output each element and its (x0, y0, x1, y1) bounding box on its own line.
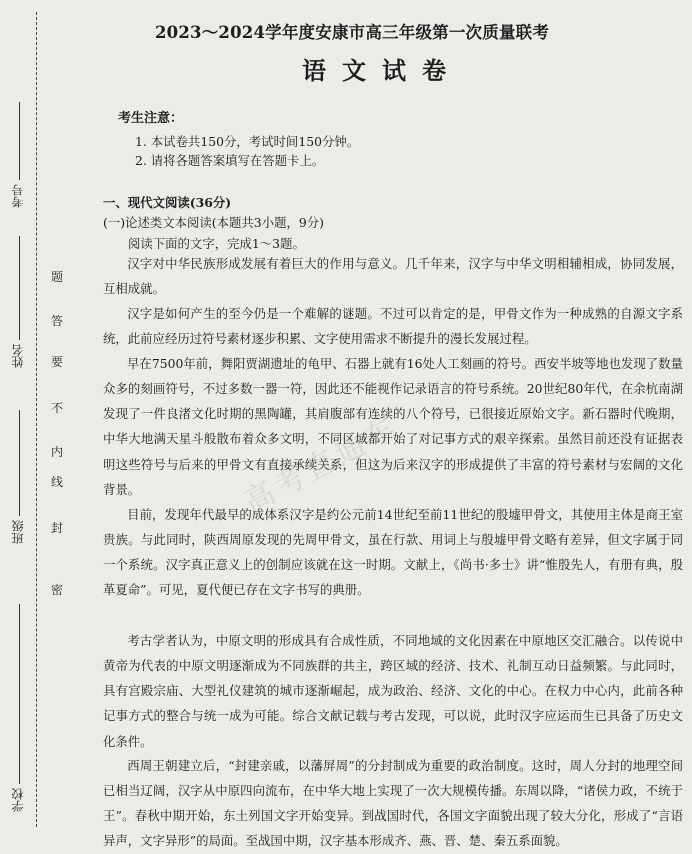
section-subheading: (一)论述类文本阅读(本题共3小题，9分) (103, 215, 324, 230)
section-instruction: 阅读下面的文字，完成1～3题。 (128, 236, 305, 251)
section-heading: 一、现代文阅读(36分) (103, 195, 232, 210)
notice-item: 2. 请将各题答案填写在答题卡上。 (135, 153, 325, 168)
passage-paragraph: 汉字是如何产生的至今仍是一个难解的谜题。不过可以肯定的是，甲骨文作为一种成熟的自源文字系统，此前应经历过符号素材逐步积累、文字使用需求不断提升的漫长发展过程。 (103, 306, 683, 347)
school-blank (19, 604, 20, 784)
notice-item: 1. 本试卷共150分，考试时间150分钟。 (135, 134, 360, 149)
seal-warning-char: 题 (51, 270, 64, 284)
watermark: 高考直通车 (238, 409, 405, 521)
seal-warning-char: 答 (51, 314, 64, 328)
school-label: 学校 (11, 788, 25, 812)
seal-warning-char: 封 (51, 521, 64, 535)
seal-warning-char: 内 (51, 445, 64, 459)
name-blank (19, 236, 20, 340)
passage-paragraph: 汉字对中华民族形成发展有着巨大的作用与意义。几千年来，汉字与中华文明相辅相成，协同发展，互相成就。 (103, 256, 683, 297)
exam-number-label: 考号 (11, 184, 25, 208)
class-label: 班级 (11, 520, 25, 544)
exam-number-blank (19, 102, 20, 180)
binding-gutter (0, 0, 100, 831)
subject-title: 语文试卷 (302, 56, 462, 85)
class-blank (19, 410, 20, 516)
seal-warning-char: 要 (51, 355, 64, 369)
notice-heading: 考生注意： (118, 111, 184, 126)
passage-paragraph: 考古学者认为，中原文明的形成具有合成性质，不同地域的文化因素在中原地区交汇融合。以传说中黄帝为代表的中原文明逐渐成为不同族群的共主，跨区域的经济、技术、礼制互动日益频繁。与此同时，具有宫殿宗庙、大型礼仪建筑的城市逐渐崛起，成为政治、经济、文化的中心。在权力中心内，此前各种记事方式的整合与统一成为可能。综合文献记载与考古发现，可以说，此时汉字应运而生已具备了历史文化条件。 (103, 633, 683, 749)
passage-paragraph: 目前，发现年代最早的成体系汉字是约公元前14世纪至前11世纪的殷墟甲骨文，其使用主体是商王室贵族。与此同时，陕西周原发现的先周甲骨文，虽在行款、用词上与殷墟甲骨文略有差异，但文字属于同一个系统。汉字真正意义上的创制应该就在这一时期。文献上，《尚书·多士》讲“惟殷先人，有册有典，殷革夏命”。可见，夏代便已存在文字书写的典册。 (103, 507, 683, 598)
passage-paragraph: 早在7500年前，舞阳贾湖遗址的龟甲、石器上就有16处人工刻画的符号。西安半坡等地也发现了数量众多的刻画符号，不过多数一器一符，因此还不能视作记录语言的符号系统。20世纪80年代，在余杭南湖发现了一件良渚文化时期的黑陶罐，其肩腹部有连续的八个符号，已很接近原始文字。新石器时代晚期，中华大地满天星斗般散布着众多文明，不同区域都开始了对记事方式的艰辛探索。虽然目前还没有证据表明这些符号与后来的甲骨文有直接承续关系，但这为后来汉字的形成提供了丰富的符号素材与宏阔的文化背景。 (103, 356, 683, 497)
seal-warning-char: 线 (51, 475, 64, 489)
seal-warning-char: 不 (51, 401, 64, 415)
passage-paragraph: 西周王朝建立后，“封建亲戚，以藩屏周”的分封制成为重要的政治制度。这时，周人分封的地理空间已相当辽阔，汉字从中原四向流布，在中华大地上实现了一次大规模传播。东周以降，“诸侯力政，不统于王”。春秋中期开始，东土列国文字开始变异。到战国时代，各国文字面貌出现了较大分化，形成了“言语异声，文字异形”的局面。至战国中期，汉字基本形成齐、燕、晋、楚、秦五系面貌。 (103, 758, 683, 849)
seal-warning-char: 密 (51, 583, 64, 597)
exam-title: 2023～2024学年度安康市高三年级第一次质量联考 (155, 23, 550, 42)
name-label: 姓名 (11, 344, 25, 368)
cut-line (36, 12, 37, 827)
